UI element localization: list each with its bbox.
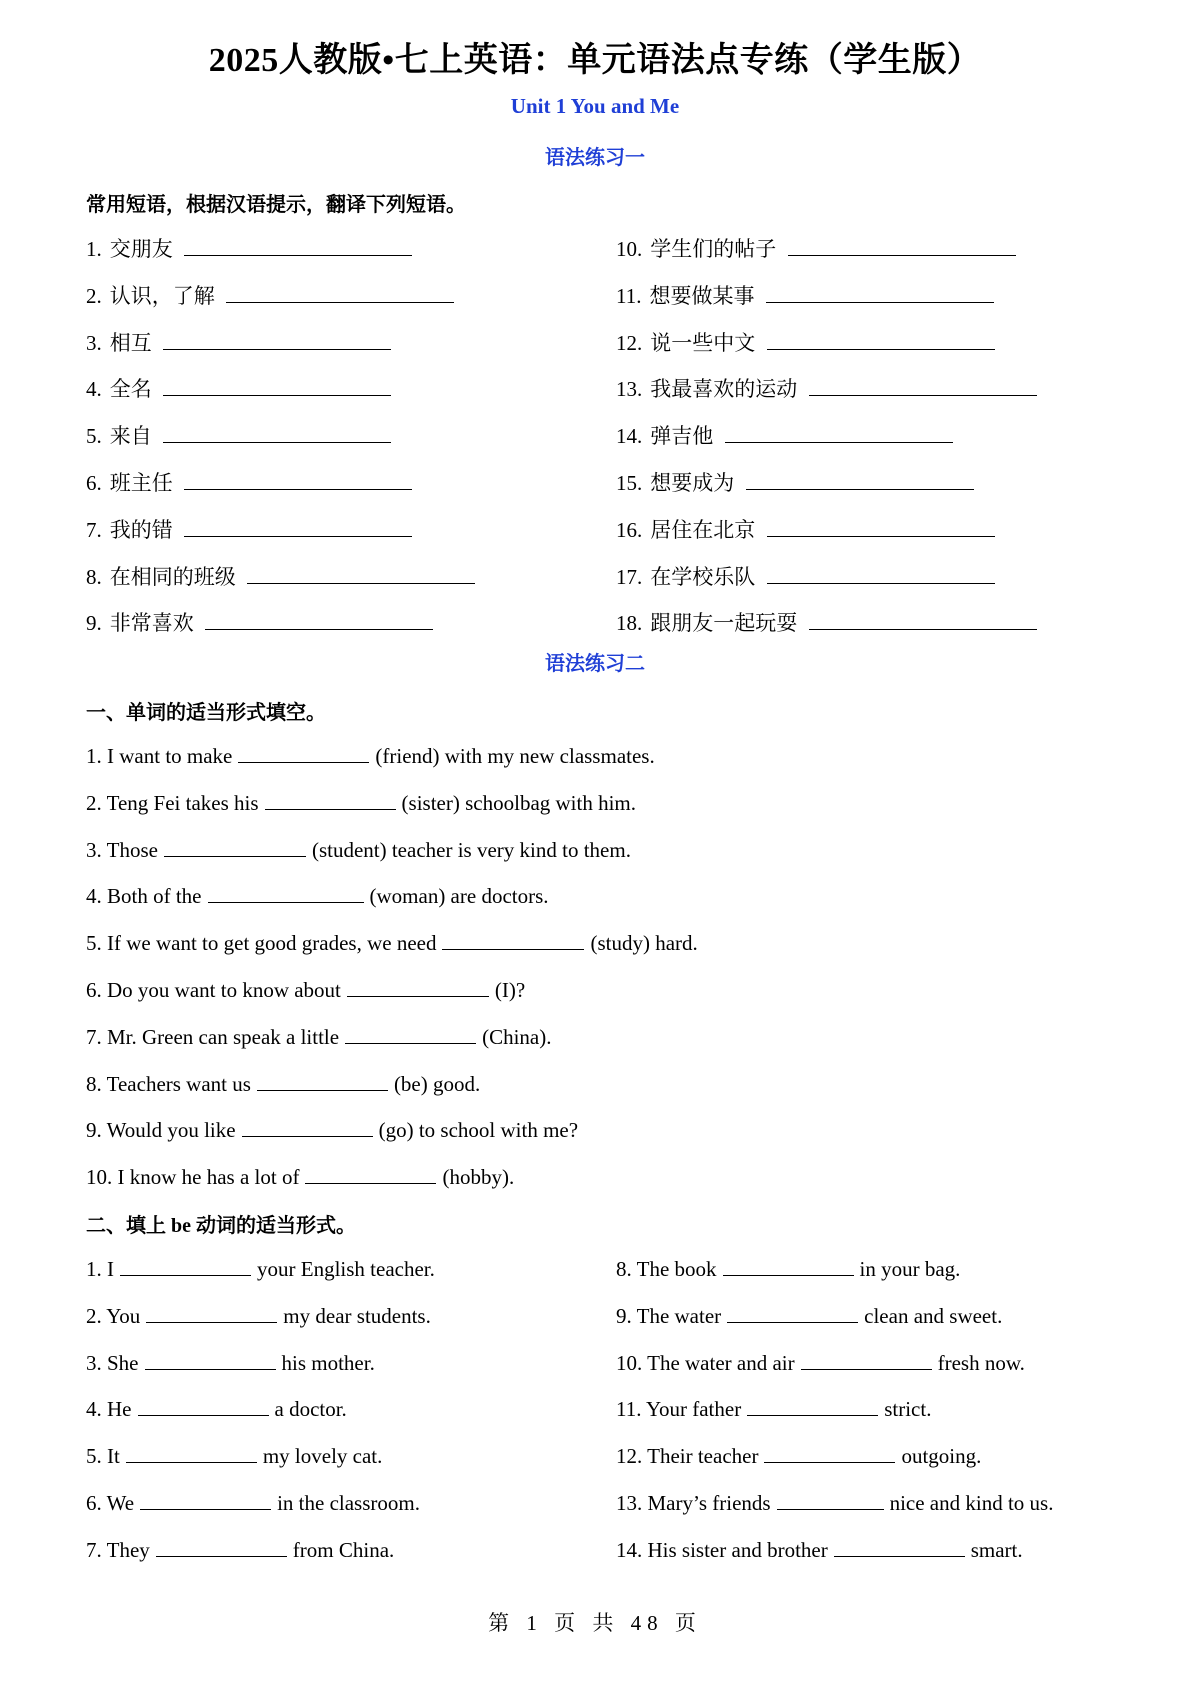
question-after: his mother. [281, 1350, 375, 1375]
question-after: (hobby). [442, 1165, 515, 1190]
answer-blank[interactable] [238, 742, 369, 763]
answer-blank[interactable] [145, 1349, 276, 1370]
question-before: 12. Their teacher [616, 1444, 759, 1469]
question-before: 6. We [86, 1491, 135, 1515]
phrase-item [86, 282, 460, 310]
item-number: 9. [86, 611, 102, 636]
answer-blank[interactable] [163, 329, 391, 350]
answer-blank[interactable] [184, 469, 412, 490]
answer-blank[interactable] [226, 282, 454, 303]
answer-blank[interactable] [138, 1395, 269, 1416]
phrase-item [86, 609, 439, 637]
answer-blank[interactable] [140, 1489, 271, 1510]
question-before: 8. The book [616, 1257, 717, 1281]
phrase-text: 说一些中文 [650, 330, 756, 355]
phrase-item [616, 235, 1022, 263]
part2-instruction: 二、填上 be 动词的适当形式。 [86, 1215, 356, 1237]
question-before: 9. Would you like [86, 1118, 236, 1143]
answer-blank[interactable] [809, 609, 1037, 630]
question-after: (be) good. [393, 1071, 481, 1096]
phrase-text: 非常喜欢 [109, 611, 194, 636]
question-item [86, 1116, 578, 1144]
question-item [86, 1070, 480, 1098]
be-verb-item [616, 1255, 960, 1283]
be-verb-item [616, 1395, 931, 1423]
question-before: 7. Mr. Green can speak a little [86, 1024, 340, 1049]
phrase-text: 全名 [109, 377, 152, 402]
item-number: 5. [86, 424, 102, 449]
answer-blank[interactable] [208, 882, 364, 903]
question-item [86, 929, 698, 957]
question-before: 2. You [86, 1303, 141, 1328]
question-before: 7. They [86, 1537, 150, 1562]
be-verb-item [86, 1349, 375, 1377]
answer-blank[interactable] [163, 422, 391, 443]
phrase-text: 认识，了解 [109, 283, 215, 308]
item-number: 10. [616, 237, 643, 261]
phrase-item [86, 516, 418, 544]
question-after: a doctor. [274, 1397, 347, 1422]
item-number: 11. [616, 283, 642, 308]
item-number: 3. [86, 330, 102, 355]
question-before: 14. His sister and brother [616, 1537, 828, 1562]
be-verb-item [86, 1536, 394, 1564]
answer-blank[interactable] [727, 1302, 858, 1323]
phrase-item [616, 469, 980, 497]
phrase-item [616, 422, 959, 450]
answer-blank[interactable] [777, 1489, 884, 1510]
item-number: 12. [616, 330, 643, 355]
question-before: 4. Both of the [86, 884, 202, 909]
item-number: 17. [616, 564, 643, 589]
question-item [86, 976, 525, 1004]
answer-blank[interactable] [120, 1255, 251, 1276]
question-after: in your bag. [859, 1257, 961, 1281]
item-number: 14. [616, 424, 643, 449]
phrase-item [616, 516, 1001, 544]
answer-blank[interactable] [242, 1116, 373, 1137]
question-after: outgoing. [901, 1444, 982, 1469]
question-after: fresh now. [937, 1350, 1025, 1375]
item-number: 16. [616, 517, 643, 542]
phrase-item [616, 609, 1043, 637]
answer-blank[interactable] [442, 929, 584, 950]
question-item [86, 742, 655, 770]
phrase-item [86, 329, 397, 357]
question-after: (go) to school with me? [378, 1118, 579, 1143]
question-after: clean and sweet. [864, 1303, 1003, 1328]
question-after: (study) hard. [590, 931, 698, 956]
be-verb-item [86, 1489, 420, 1517]
answer-blank[interactable] [788, 235, 1016, 256]
phrase-text: 居住在北京 [650, 517, 756, 542]
document-title: 2025人教版•七上英语：单元语法点专练（学生版） [208, 42, 982, 79]
question-item [86, 1163, 514, 1191]
question-item [86, 836, 631, 864]
phrase-item [86, 375, 397, 403]
item-number: 2. [86, 283, 102, 308]
phrase-text: 我的错 [109, 517, 173, 542]
question-before: 1. I [86, 1257, 114, 1281]
answer-blank[interactable] [764, 1442, 895, 1463]
phrase-item [86, 469, 418, 497]
answer-blank[interactable] [257, 1070, 388, 1091]
phrase-item [616, 563, 1001, 591]
answer-blank[interactable] [809, 375, 1037, 396]
answer-blank[interactable] [164, 836, 306, 857]
answer-blank[interactable] [747, 1395, 878, 1416]
be-verb-item [616, 1489, 1053, 1517]
answer-blank[interactable] [126, 1442, 257, 1463]
question-before: 5. If we want to get good grades, we need [86, 931, 437, 956]
question-before: 2. Teng Fei takes his [86, 790, 259, 815]
be-verb-item [86, 1255, 435, 1283]
be-verb-item [616, 1302, 1002, 1330]
question-after: smart. [970, 1537, 1023, 1562]
question-after: (student) teacher is very kind to them. [311, 837, 631, 862]
question-before: 5. It [86, 1444, 120, 1469]
question-before: 9. The water [616, 1303, 722, 1328]
phrase-text: 想要成为 [650, 471, 735, 495]
answer-blank[interactable] [184, 516, 412, 537]
phrase-text: 想要做某事 [649, 283, 755, 308]
question-after: in the classroom. [277, 1491, 420, 1515]
be-verb-item [86, 1442, 382, 1470]
question-before: 1. I want to make [86, 744, 233, 768]
question-after: my dear students. [283, 1303, 431, 1328]
phrase-text: 交朋友 [109, 237, 173, 261]
item-number: 6. [86, 471, 102, 495]
phrase-text: 在相同的班级 [109, 564, 236, 589]
part1-instruction: 一、单词的适当形式填空。 [86, 702, 326, 724]
item-number: 7. [86, 517, 102, 542]
answer-blank[interactable] [184, 235, 412, 256]
question-after: your English teacher. [257, 1257, 435, 1281]
phrase-text: 跟朋友一起玩耍 [650, 611, 798, 636]
item-number: 13. [616, 377, 643, 402]
question-before: 6. Do you want to know about [86, 978, 341, 1002]
answer-blank[interactable] [205, 609, 433, 630]
item-number: 18. [616, 611, 643, 636]
phrase-item [86, 235, 418, 263]
phrase-text: 我最喜欢的运动 [650, 377, 798, 402]
section1-heading: 语法练习一 [545, 147, 645, 169]
answer-blank[interactable] [766, 282, 994, 303]
answer-blank[interactable] [801, 1349, 932, 1370]
answer-blank[interactable] [767, 563, 995, 584]
section1-instruction: 常用短语，根据汉语提示，翻译下列短语。 [86, 194, 466, 216]
phrase-text: 来自 [109, 424, 152, 449]
answer-blank[interactable] [146, 1302, 277, 1323]
question-before: 10. The water and air [616, 1350, 795, 1375]
phrase-item [616, 282, 1000, 310]
question-after: nice and kind to us. [889, 1491, 1054, 1515]
phrase-text: 学生们的帖子 [650, 237, 777, 261]
phrase-text: 班主任 [109, 471, 173, 495]
answer-blank[interactable] [345, 1023, 476, 1044]
answer-blank[interactable] [834, 1536, 965, 1557]
phrase-text: 弹吉他 [650, 424, 714, 449]
question-item [86, 882, 549, 910]
question-before: 11. Your father [616, 1397, 742, 1422]
answer-blank[interactable] [305, 1163, 436, 1184]
phrase-item [86, 563, 481, 591]
answer-blank[interactable] [265, 789, 396, 810]
be-verb-item [86, 1395, 347, 1423]
item-number: 8. [86, 564, 102, 589]
question-item [86, 789, 636, 817]
phrase-text: 在学校乐队 [650, 564, 756, 589]
question-after: (woman) are doctors. [369, 884, 549, 909]
item-number: 4. [86, 377, 102, 402]
question-after: my lovely cat. [262, 1444, 383, 1469]
answer-blank[interactable] [247, 563, 475, 584]
answer-blank[interactable] [767, 516, 995, 537]
question-after: (sister) schoolbag with him. [401, 790, 637, 815]
question-after: strict. [884, 1397, 932, 1422]
question-after: (I)? [494, 978, 526, 1002]
question-after: (China). [482, 1024, 552, 1049]
question-before: 8. Teachers want us [86, 1071, 251, 1096]
page-number: 第 1 页 共 48 页 [488, 1611, 702, 1635]
answer-blank[interactable] [723, 1255, 854, 1276]
question-after: (friend) with my new classmates. [375, 744, 655, 768]
phrase-item [616, 375, 1043, 403]
be-verb-item [616, 1349, 1025, 1377]
question-after: from China. [292, 1537, 395, 1562]
be-verb-item [616, 1536, 1023, 1564]
be-verb-item [616, 1442, 981, 1470]
phrase-item [616, 329, 1001, 357]
answer-blank[interactable] [163, 375, 391, 396]
question-before: 10. I know he has a lot of [86, 1165, 300, 1190]
item-number: 1. [86, 237, 102, 261]
be-verb-item [86, 1302, 431, 1330]
phrase-text: 相互 [109, 330, 152, 355]
question-item [86, 1023, 551, 1051]
question-before: 13. Mary’s friends [616, 1491, 771, 1515]
question-before: 3. Those [86, 837, 158, 862]
answer-blank[interactable] [725, 422, 953, 443]
answer-blank[interactable] [767, 329, 995, 350]
item-number: 15. [616, 471, 643, 495]
phrase-item [86, 422, 397, 450]
answer-blank[interactable] [746, 469, 974, 490]
question-before: 3. She [86, 1350, 139, 1375]
answer-blank[interactable] [156, 1536, 287, 1557]
unit-title: Unit 1 You and Me [510, 94, 680, 118]
question-before: 4. He [86, 1397, 132, 1422]
answer-blank[interactable] [347, 976, 489, 997]
section2-heading: 语法练习二 [545, 653, 645, 675]
